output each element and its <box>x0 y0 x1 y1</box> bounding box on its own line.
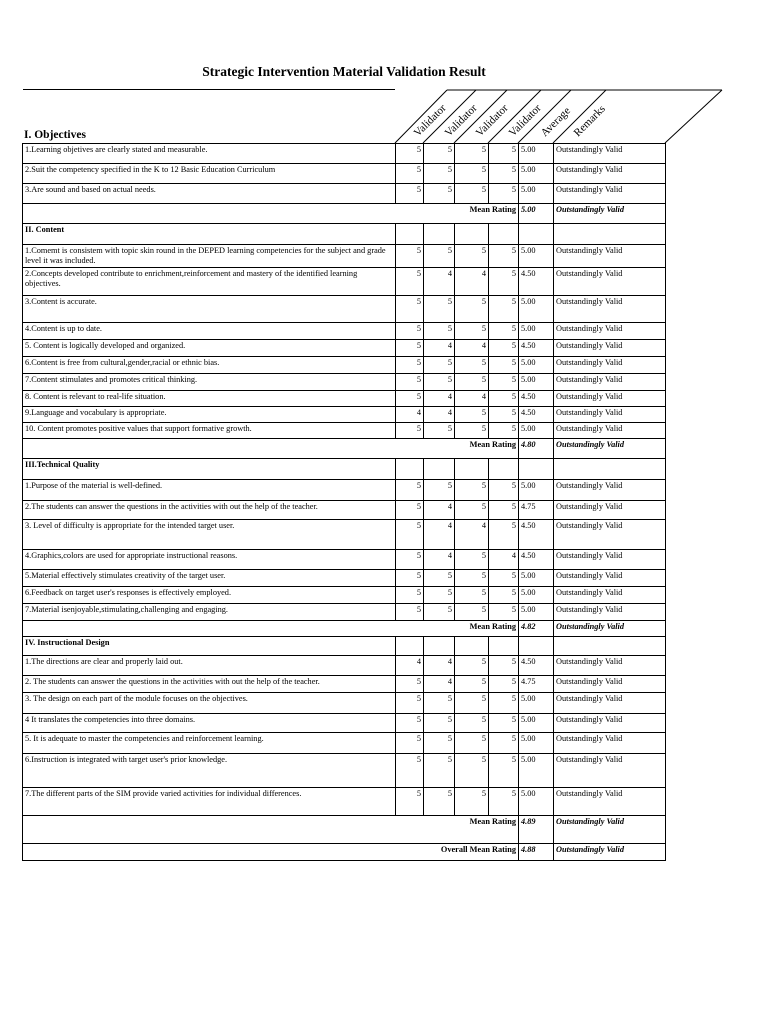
average-score: 5.00 <box>519 423 554 439</box>
validator-score: 5 <box>396 570 424 587</box>
validator-score: 5 <box>424 714 455 733</box>
section-heading-row <box>23 637 666 656</box>
criterion-text: 3. The design on each part of the module focuses on the objectives. <box>23 693 396 714</box>
average-score: 5.00 <box>519 374 554 391</box>
validator-score: 5 <box>396 296 424 323</box>
remarks-text: Outstandingly Valid <box>554 296 666 323</box>
remarks-text: Outstandingly Valid <box>554 733 666 754</box>
table-row <box>23 693 666 714</box>
criterion-text: 2.Concepts developed contribute to enrichment,reinforcement and mastery of the identified learning objectives. <box>23 268 396 296</box>
mean-rating-row <box>23 621 666 637</box>
remarks-text: Outstandingly Valid <box>554 391 666 407</box>
validator-score: 5 <box>424 164 455 184</box>
table-row <box>23 144 666 164</box>
criterion-text: 6.Content is free from cultural,gender,racial or ethnic bias. <box>23 357 396 374</box>
remarks-text: Outstandingly Valid <box>554 268 666 296</box>
average-score: 5.00 <box>519 245 554 268</box>
average-score: 5.00 <box>519 184 554 204</box>
table-row <box>23 423 666 439</box>
criterion-text: 4 It translates the competencies into three domains. <box>23 714 396 733</box>
criterion-text: 7.Material isenjoyable,stimulating,challenging and engaging. <box>23 604 396 621</box>
remarks-text: Outstandingly Valid <box>554 520 666 550</box>
validator-score: 5 <box>455 323 489 340</box>
validator-score: 5 <box>396 676 424 693</box>
validator-score: 5 <box>424 357 455 374</box>
empty-cell <box>554 224 666 245</box>
validator-score: 5 <box>455 754 489 788</box>
remarks-text: Outstandingly Valid <box>554 676 666 693</box>
validator-score: 4 <box>424 656 455 676</box>
validator-score: 5 <box>396 733 424 754</box>
remarks-text: Outstandingly Valid <box>554 374 666 391</box>
validator-score: 5 <box>424 733 455 754</box>
table-row <box>23 714 666 733</box>
empty-cell <box>396 459 424 480</box>
criterion-text: 7.The different parts of the SIM provide varied activities for individual differences. <box>23 788 396 816</box>
criterion-text: 3.Are sound and based on actual needs. <box>23 184 396 204</box>
empty-cell <box>519 224 554 245</box>
validator-score: 5 <box>489 733 519 754</box>
validator-score: 5 <box>396 268 424 296</box>
validator-score: 5 <box>489 245 519 268</box>
remarks-text: Outstandingly Valid <box>554 164 666 184</box>
criterion-text: 5. Content is logically developed and organized. <box>23 340 396 357</box>
validator-score: 5 <box>396 788 424 816</box>
validator-score: 5 <box>424 374 455 391</box>
validator-score: 5 <box>396 587 424 604</box>
criterion-text: 5.Material effectively stimulates creativity of the target user. <box>23 570 396 587</box>
validator-score: 5 <box>489 754 519 788</box>
table-row <box>23 604 666 621</box>
validator-score: 5 <box>424 184 455 204</box>
empty-cell <box>519 637 554 656</box>
mean-rating-value: 5.00 <box>519 204 554 224</box>
validator-score: 5 <box>455 570 489 587</box>
average-score: 5.00 <box>519 144 554 164</box>
validator-score: 5 <box>396 520 424 550</box>
average-score: 5.00 <box>519 357 554 374</box>
validator-score: 5 <box>455 184 489 204</box>
empty-cell <box>455 224 489 245</box>
validator-score: 4 <box>455 391 489 407</box>
validator-score: 5 <box>489 570 519 587</box>
column-header-diagonal <box>0 0 768 150</box>
empty-cell <box>424 459 455 480</box>
validator-score: 5 <box>424 754 455 788</box>
validator-score: 5 <box>489 423 519 439</box>
criterion-text: 7.Content stimulates and promotes critical thinking. <box>23 374 396 391</box>
criterion-text: 9.Language and vocabulary is appropriate. <box>23 407 396 423</box>
validator-score: 5 <box>424 296 455 323</box>
validator-score: 5 <box>455 656 489 676</box>
criterion-text: 2. The students can answer the questions in the activities with out the help of the teacher. <box>23 676 396 693</box>
validator-score: 5 <box>396 604 424 621</box>
validator-score: 5 <box>396 391 424 407</box>
average-score: 4.50 <box>519 656 554 676</box>
validator-score: 4 <box>424 676 455 693</box>
section-heading: III.Technical Quality <box>23 459 396 480</box>
validator-score: 5 <box>455 604 489 621</box>
criterion-text: 6.Instruction is integrated with target user's prior knowledge. <box>23 754 396 788</box>
mean-rating-remarks: Outstandingly Valid <box>554 621 666 637</box>
validator-score: 5 <box>424 587 455 604</box>
empty-cell <box>396 224 424 245</box>
criterion-text: 1.Comemt is consistem with topic skin round in the DEPED learning competencies for the subject and grade level it was included. <box>23 245 396 268</box>
section-heading: II. Content <box>23 224 396 245</box>
remarks-text: Outstandingly Valid <box>554 788 666 816</box>
remarks-text: Outstandingly Valid <box>554 754 666 788</box>
table-row <box>23 480 666 501</box>
validator-score: 5 <box>424 423 455 439</box>
validator-score: 5 <box>424 788 455 816</box>
validator-score: 5 <box>396 323 424 340</box>
remarks-text: Outstandingly Valid <box>554 570 666 587</box>
table-row <box>23 570 666 587</box>
remarks-text: Outstandingly Valid <box>554 604 666 621</box>
validator-score: 4 <box>455 340 489 357</box>
average-score: 5.00 <box>519 733 554 754</box>
criterion-text: 6.Feedback on target user's responses is effectively employed. <box>23 587 396 604</box>
validator-score: 5 <box>489 144 519 164</box>
criterion-text: 1.Purpose of the material is well-defined. <box>23 480 396 501</box>
validator-score: 5 <box>489 407 519 423</box>
col-header-validator-4: Validator <box>506 102 544 140</box>
validator-score: 4 <box>424 520 455 550</box>
validation-table <box>22 143 666 861</box>
validator-score: 5 <box>455 357 489 374</box>
criterion-text: 10. Content promotes positive values that support formative growth. <box>23 423 396 439</box>
validator-score: 5 <box>396 480 424 501</box>
table-row <box>23 656 666 676</box>
remarks-text: Outstandingly Valid <box>554 550 666 570</box>
validator-score: 5 <box>455 164 489 184</box>
remarks-text: Outstandingly Valid <box>554 340 666 357</box>
table-row <box>23 340 666 357</box>
average-score: 5.00 <box>519 604 554 621</box>
average-score: 4.50 <box>519 340 554 357</box>
mean-rating-label: Mean Rating <box>23 621 519 637</box>
validator-score: 5 <box>489 604 519 621</box>
mean-rating-label: Mean Rating <box>23 204 519 224</box>
validator-score: 4 <box>424 391 455 407</box>
validator-score: 5 <box>489 520 519 550</box>
criterion-text: 1.The directions are clear and properly laid out. <box>23 656 396 676</box>
validator-score: 5 <box>396 340 424 357</box>
table-row <box>23 550 666 570</box>
table-row <box>23 245 666 268</box>
empty-cell <box>424 637 455 656</box>
validator-score: 5 <box>489 184 519 204</box>
validator-score: 5 <box>424 144 455 164</box>
validator-score: 5 <box>455 144 489 164</box>
mean-rating-value: 4.80 <box>519 439 554 459</box>
table-row <box>23 391 666 407</box>
table-row <box>23 357 666 374</box>
validator-score: 5 <box>455 788 489 816</box>
table-row <box>23 268 666 296</box>
validator-score: 5 <box>424 604 455 621</box>
section-heading: IV. Instructional Design <box>23 637 396 656</box>
table-row <box>23 788 666 816</box>
table-row <box>23 501 666 520</box>
validator-score: 5 <box>396 423 424 439</box>
validator-score: 5 <box>489 714 519 733</box>
criterion-text: 4.Graphics,colors are used for appropriate instructional reasons. <box>23 550 396 570</box>
mean-rating-value: 4.82 <box>519 621 554 637</box>
validator-score: 5 <box>489 296 519 323</box>
remarks-text: Outstandingly Valid <box>554 587 666 604</box>
validator-score: 5 <box>489 788 519 816</box>
section-heading-row <box>23 224 666 245</box>
mean-rating-row <box>23 439 666 459</box>
mean-rating-label: Mean Rating <box>23 816 519 844</box>
empty-cell <box>489 637 519 656</box>
criterion-text: 4.Content is up to date. <box>23 323 396 340</box>
average-score: 5.00 <box>519 693 554 714</box>
table-row <box>23 407 666 423</box>
validator-score: 5 <box>455 587 489 604</box>
validator-score: 5 <box>455 296 489 323</box>
criterion-text: 5. It is adequate to master the competencies and reinforcement learning. <box>23 733 396 754</box>
validator-score: 5 <box>489 374 519 391</box>
empty-cell <box>554 637 666 656</box>
empty-cell <box>455 637 489 656</box>
validator-score: 5 <box>424 570 455 587</box>
empty-cell <box>489 224 519 245</box>
remarks-text: Outstandingly Valid <box>554 144 666 164</box>
mean-rating-row <box>23 204 666 224</box>
validator-score: 4 <box>424 550 455 570</box>
overall-mean-remarks: Outstandingly Valid <box>554 844 666 861</box>
validator-score: 5 <box>489 323 519 340</box>
validator-score: 5 <box>455 676 489 693</box>
validator-score: 4 <box>396 656 424 676</box>
validator-score: 5 <box>424 245 455 268</box>
mean-rating-remarks: Outstandingly Valid <box>554 439 666 459</box>
criterion-text: 1.Learning objetives are clearly stated and measurable. <box>23 144 396 164</box>
table-row <box>23 323 666 340</box>
validator-score: 4 <box>455 520 489 550</box>
validator-score: 5 <box>424 323 455 340</box>
remarks-text: Outstandingly Valid <box>554 480 666 501</box>
validator-score: 5 <box>396 357 424 374</box>
validator-score: 5 <box>489 391 519 407</box>
validator-score: 5 <box>455 423 489 439</box>
remarks-text: Outstandingly Valid <box>554 407 666 423</box>
validator-score: 4 <box>424 407 455 423</box>
validator-score: 4 <box>424 501 455 520</box>
average-score: 5.00 <box>519 480 554 501</box>
table-row <box>23 184 666 204</box>
document-title: Strategic Intervention Material Validation Result <box>202 64 486 79</box>
average-score: 5.00 <box>519 570 554 587</box>
criterion-text: 3. Level of difficulty is appropriate for the intended target user. <box>23 520 396 550</box>
col-header-remarks: Remarks <box>571 102 608 140</box>
validator-score: 5 <box>489 676 519 693</box>
remarks-text: Outstandingly Valid <box>554 357 666 374</box>
col-header-validator-2: Validator <box>442 102 480 140</box>
validator-score: 5 <box>396 501 424 520</box>
average-score: 4.75 <box>519 501 554 520</box>
average-score: 5.00 <box>519 323 554 340</box>
remarks-text: Outstandingly Valid <box>554 693 666 714</box>
section-heading-objectives: I. Objectives <box>24 129 86 141</box>
table-row <box>23 296 666 323</box>
overall-mean-row <box>23 844 666 861</box>
validator-score: 5 <box>489 587 519 604</box>
empty-cell <box>489 459 519 480</box>
mean-rating-label: Mean Rating <box>23 439 519 459</box>
mean-rating-remarks: Outstandingly Valid <box>554 816 666 844</box>
average-score: 4.50 <box>519 407 554 423</box>
validator-score: 5 <box>396 374 424 391</box>
validator-score: 5 <box>489 693 519 714</box>
validator-score: 5 <box>396 754 424 788</box>
validator-score: 5 <box>396 144 424 164</box>
remarks-text: Outstandingly Valid <box>554 323 666 340</box>
remarks-text: Outstandingly Valid <box>554 184 666 204</box>
validator-score: 5 <box>396 245 424 268</box>
empty-cell <box>396 637 424 656</box>
table-row <box>23 733 666 754</box>
table-row <box>23 754 666 788</box>
section-heading-row <box>23 459 666 480</box>
average-score: 4.75 <box>519 676 554 693</box>
criterion-text: 2.The students can answer the questions in the activities with out the help of the teacher. <box>23 501 396 520</box>
table-row <box>23 374 666 391</box>
average-score: 4.50 <box>519 520 554 550</box>
average-score: 5.00 <box>519 296 554 323</box>
average-score: 4.50 <box>519 550 554 570</box>
validator-score: 5 <box>424 693 455 714</box>
validator-score: 5 <box>424 480 455 501</box>
overall-mean-value: 4.88 <box>519 844 554 861</box>
average-score: 5.00 <box>519 164 554 184</box>
remarks-text: Outstandingly Valid <box>554 656 666 676</box>
validator-score: 5 <box>396 714 424 733</box>
validator-score: 5 <box>489 357 519 374</box>
criterion-text: 2.Suit the competency specified in the K to 12 Basic Education Curriculum <box>23 164 396 184</box>
validator-score: 5 <box>489 656 519 676</box>
average-score: 5.00 <box>519 587 554 604</box>
validator-score: 5 <box>396 184 424 204</box>
table-row <box>23 164 666 184</box>
table-row <box>23 520 666 550</box>
validator-score: 5 <box>455 693 489 714</box>
validator-score: 5 <box>489 268 519 296</box>
validator-score: 5 <box>396 693 424 714</box>
validator-score: 5 <box>455 245 489 268</box>
col-header-validator-3: Validator <box>473 102 511 140</box>
validator-score: 5 <box>489 340 519 357</box>
empty-cell <box>424 224 455 245</box>
validator-score: 5 <box>489 480 519 501</box>
remarks-text: Outstandingly Valid <box>554 423 666 439</box>
col-header-average: Average <box>538 104 573 140</box>
validator-score: 5 <box>455 374 489 391</box>
remarks-text: Outstandingly Valid <box>554 501 666 520</box>
remarks-text: Outstandingly Valid <box>554 714 666 733</box>
validator-score: 5 <box>455 733 489 754</box>
average-score: 4.50 <box>519 268 554 296</box>
validator-score: 5 <box>396 164 424 184</box>
validator-score: 5 <box>455 480 489 501</box>
table-row <box>23 587 666 604</box>
criterion-text: 3.Content is accurate. <box>23 296 396 323</box>
validator-score: 5 <box>455 407 489 423</box>
criterion-text: 8. Content is relevant to real-life situation. <box>23 391 396 407</box>
validator-score: 4 <box>424 268 455 296</box>
empty-cell <box>554 459 666 480</box>
table-row <box>23 676 666 693</box>
col-header-validator-1: Validator <box>411 102 449 140</box>
validator-score: 4 <box>424 340 455 357</box>
remarks-text: Outstandingly Valid <box>554 245 666 268</box>
validator-score: 5 <box>489 164 519 184</box>
validator-score: 4 <box>455 268 489 296</box>
validator-score: 5 <box>396 550 424 570</box>
overall-mean-label: Overall Mean Rating <box>23 844 519 861</box>
mean-rating-value: 4.89 <box>519 816 554 844</box>
empty-cell <box>455 459 489 480</box>
validator-score: 5 <box>455 714 489 733</box>
empty-cell <box>519 459 554 480</box>
average-score: 5.00 <box>519 714 554 733</box>
validator-score: 4 <box>489 550 519 570</box>
mean-rating-row <box>23 816 666 844</box>
average-score: 5.00 <box>519 754 554 788</box>
average-score: 4.50 <box>519 391 554 407</box>
average-score: 5.00 <box>519 788 554 816</box>
validator-score: 5 <box>455 550 489 570</box>
validator-score: 4 <box>396 407 424 423</box>
validator-score: 5 <box>455 501 489 520</box>
validator-score: 5 <box>489 501 519 520</box>
mean-rating-remarks: Outstandingly Valid <box>554 204 666 224</box>
